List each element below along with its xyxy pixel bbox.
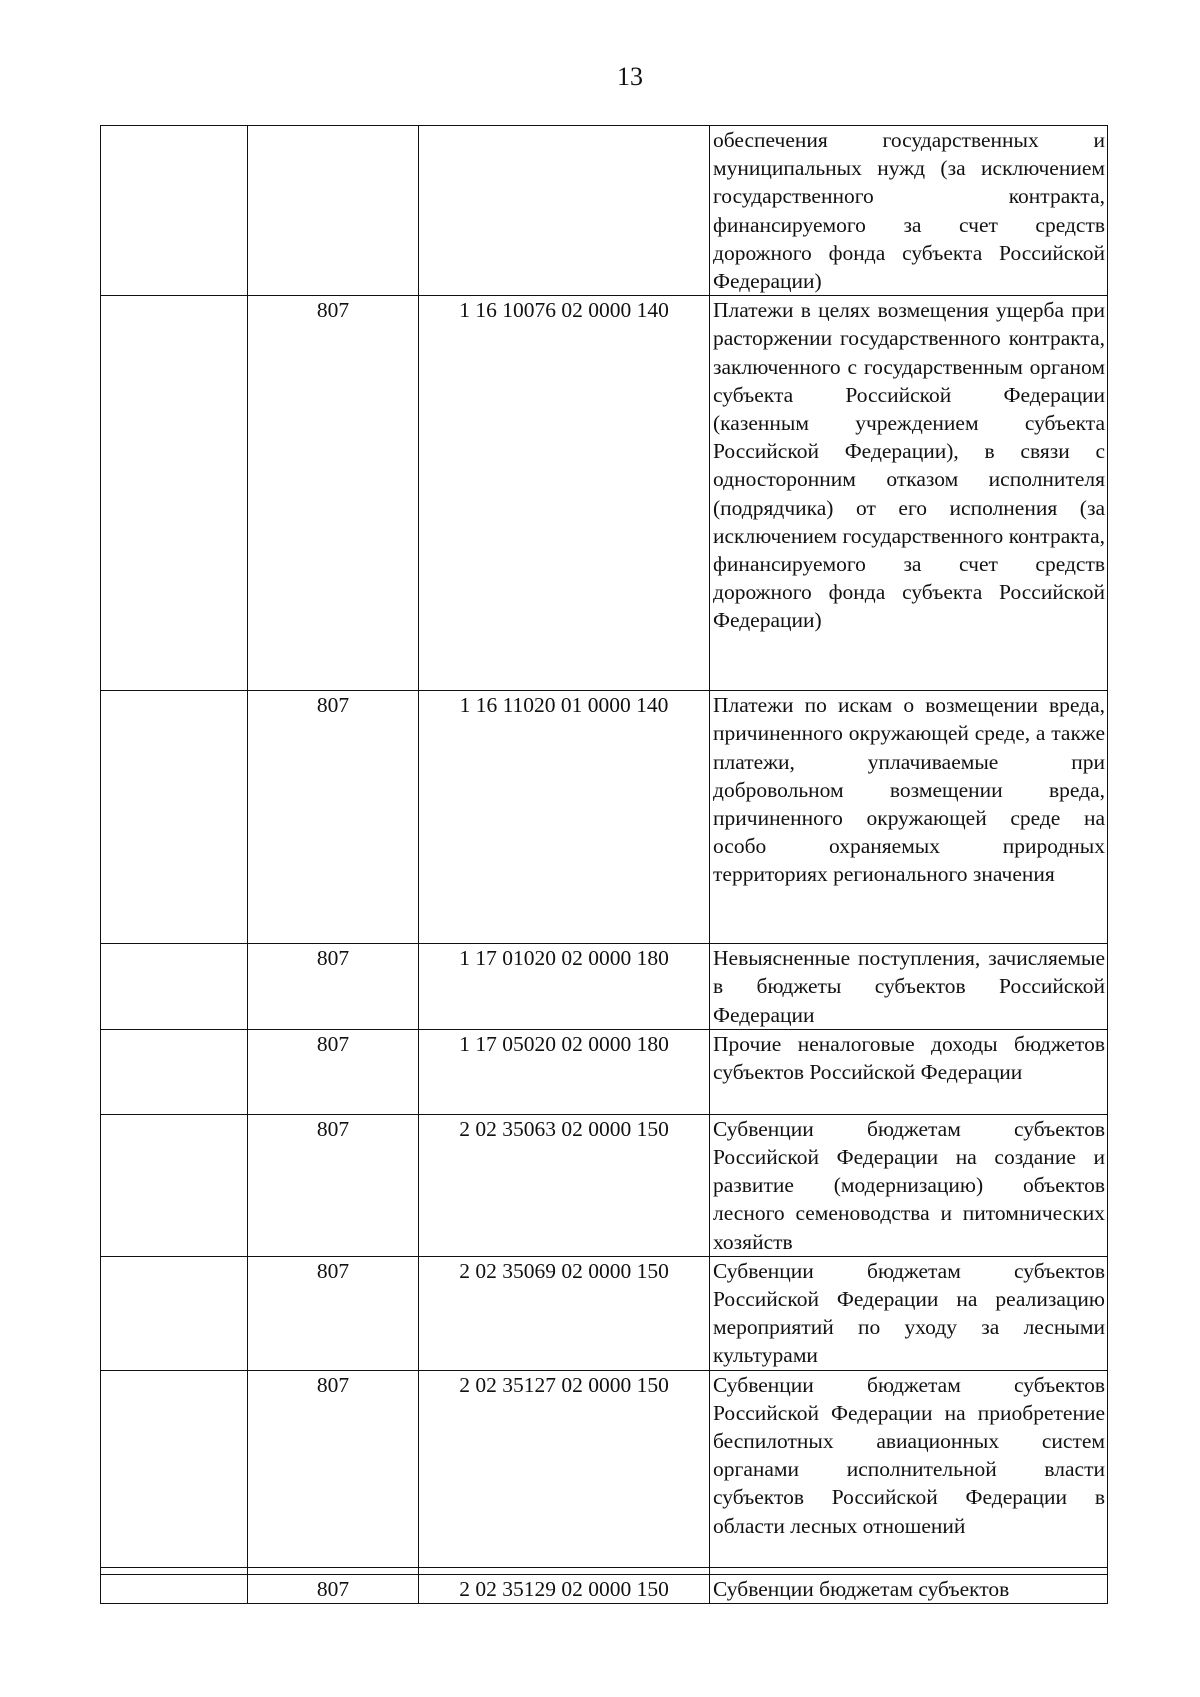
row-blank-cell xyxy=(101,1256,248,1370)
revenue-name-cell: Субвенции бюджетам субъектов Российской Федерации на приобретение беспилотных авиационных систем органами исполнительной власти субъектов Российской Федерации в области лесных отношений xyxy=(710,1370,1108,1567)
admin-code-cell: 807 xyxy=(248,1370,419,1567)
revenue-name-cell: Невыясненные поступления, зачисляемые в бюджеты субъектов Российской Федерации xyxy=(710,944,1108,1030)
table-row xyxy=(101,1256,1108,1370)
revenue-name-cell: Субвенции бюджетам субъектов xyxy=(710,1574,1108,1603)
revenue-name-cell: Платежи в целях возмещения ущерба при расторжении государственного контракта, заключенного с государственным органом субъекта Российской Федерации (казенным учреждением субъекта Российской Федерации), в связи с односторонним отказом исполнителя (подрядчика) от его исполнения (за исключением государственного контракта, финансируемого за счет средств дорожного фонда субъекта Российской Федерации) xyxy=(710,296,1108,691)
admin-code-cell: 807 xyxy=(248,691,419,944)
budget-code-cell: 1 16 11020 01 0000 140 xyxy=(419,691,710,944)
row-blank-cell xyxy=(101,1574,248,1603)
budget-code-cell: 1 17 05020 02 0000 180 xyxy=(419,1029,710,1114)
revenue-name-cell: Платежи по искам о возмещении вреда, причиненного окружающей среде, а также платежи, уплачиваемые при добровольном возмещении вреда, причиненного окружающей среде на особо охраняемых природных территориях регионального значения xyxy=(710,691,1108,944)
budget-code-cell: 2 02 35069 02 0000 150 xyxy=(419,1256,710,1370)
table-row xyxy=(101,296,1108,691)
row-blank-cell xyxy=(101,944,248,1030)
row-blank-cell xyxy=(101,126,248,296)
revenue-name-cell: Прочие неналоговые доходы бюджетов субъектов Российской Федерации xyxy=(710,1029,1108,1114)
revenue-name-cell: обеспечения государственных и муниципальных нужд (за исключением государственного контракта, финансируемого за счет средств дорожного фонда субъекта Российской Федерации) xyxy=(710,126,1108,296)
revenue-codes-table xyxy=(100,125,1108,1604)
row-blank-cell xyxy=(101,296,248,691)
budget-code-cell: 2 02 35063 02 0000 150 xyxy=(419,1114,710,1256)
revenue-name-cell: Субвенции бюджетам субъектов Российской Федерации на создание и развитие (модернизацию) объектов лесного семеноводства и питомнических хозяйств xyxy=(710,1114,1108,1256)
budget-code-cell: 1 17 01020 02 0000 180 xyxy=(419,944,710,1030)
table-row xyxy=(101,691,1108,944)
revenue-name-cell: Субвенции бюджетам субъектов Российской Федерации на реализацию мероприятий по уходу за лесными культурами xyxy=(710,1256,1108,1370)
table-row xyxy=(101,126,1108,296)
page-number: 13 xyxy=(617,62,643,91)
table-row xyxy=(101,1114,1108,1256)
admin-code-cell: 807 xyxy=(248,1029,419,1114)
admin-code-cell xyxy=(248,126,419,296)
row-blank-cell xyxy=(101,1114,248,1256)
row-blank-cell xyxy=(101,691,248,944)
admin-code-cell: 807 xyxy=(248,944,419,1030)
table-row xyxy=(101,944,1108,1030)
row-blank-cell xyxy=(101,1029,248,1114)
table-row xyxy=(101,1370,1108,1567)
admin-code-cell: 807 xyxy=(248,1256,419,1370)
admin-code-cell: 807 xyxy=(248,296,419,691)
row-blank-cell xyxy=(101,1370,248,1567)
admin-code-cell: 807 xyxy=(248,1574,419,1603)
budget-code-cell: 1 16 10076 02 0000 140 xyxy=(419,296,710,691)
budget-code-cell xyxy=(419,126,710,296)
budget-code-cell: 2 02 35129 02 0000 150 xyxy=(419,1574,710,1603)
budget-code-cell: 2 02 35127 02 0000 150 xyxy=(419,1370,710,1567)
admin-code-cell: 807 xyxy=(248,1114,419,1256)
table-row xyxy=(101,1574,1108,1603)
row-separator xyxy=(101,1567,1108,1574)
table-row xyxy=(101,1029,1108,1114)
